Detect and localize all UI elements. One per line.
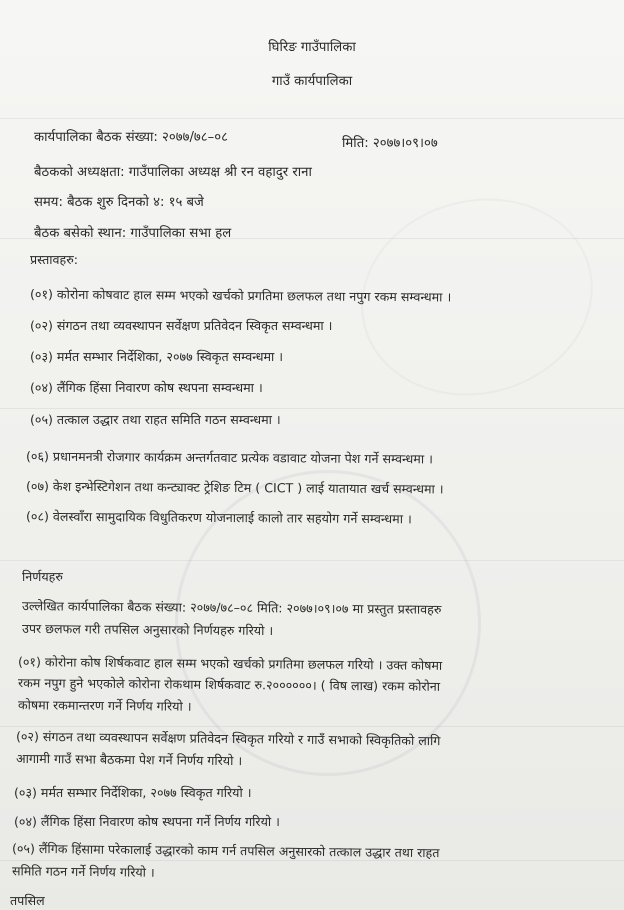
proposals-heading: प्रस्तावहरु: [30, 252, 78, 267]
decision-02-line: आगामी गाउँ सभा बैठकमा पेश गर्ने निर्णय गरियो । [15, 750, 243, 769]
decision-05-line: (०५) लैंगिक हिंसामा परेकालाई उद्धारको काम गर्न तपसिल अनुसारको तत्काल उद्धार तथा राहत [11, 840, 440, 861]
tapasil-heading: तपसिल [10, 893, 45, 908]
proposal-item: (०६) प्रधानमनत्री रोजगार कार्यक्रम अन्तर्गतवाट प्रत्येक वडावाट योजना पेश गर्ने सम्वन्धमा । [25, 448, 433, 467]
decision-04: (०४) लैंगिक हिंसा निवारण कोष स्थपना गर्ने निर्णय गरियो । [14, 814, 280, 829]
proposal-item: (०४) लैंगिक हिंसा निवारण कोष स्थपना सम्वन्धमा । [30, 380, 263, 395]
decision-01-line: (०१) कोरोना कोष शिर्षकवाट हाल सम्म भएको खर्चको प्रगतिमा छलफल गरियो । उक्त कोषमा [17, 654, 443, 673]
page-rule [0, 118, 624, 119]
meeting-place: बैठक बसेको स्थान: गाउँपालिका सभा हल [34, 226, 232, 241]
office-title: गाउँ कार्यपालिका [271, 74, 353, 89]
meeting-date: मिति: २०७७।०९।०७ [342, 136, 438, 151]
proposal-item: (०२) संगठन तथा व्यवस्थापन सर्वेक्षण प्रतिवेदन स्विकृत सम्वन्धमा । [30, 318, 333, 333]
decision-01-line: कोषमा रकमान्तरण गर्ने निर्णय गरियो । [17, 697, 192, 714]
decision-01-line: रकम नपुग हुने भएकोले कोरोना रोकथाम शिर्षकवाट रु.२००००००। ( विष लाख) रकम कोरोना [17, 675, 441, 694]
decision-03: (०३) मर्मत सम्भार निर्देशिका, २०७७ स्विकृत गरियो । [14, 785, 252, 800]
proposal-item: (०१) कोरोना कोषवाट हाल सम्म भएको खर्चको प्रगतिमा छलफल तथा नपुग रकम सम्वन्धमा । [29, 286, 452, 305]
meeting-chair: बैठकको अध्यक्षता: गाउँपालिका अध्यक्ष श्री रन वहादुर राना [34, 165, 312, 180]
page-rule [0, 408, 624, 409]
proposal-item: (०३) मर्मत सम्भार निर्देशिका, २०७७ स्विकृत सम्वन्धमा । [30, 349, 284, 364]
decisions-heading: निर्णयहरु [22, 569, 63, 584]
meeting-number: कार्यपालिका बैठक संख्या: २०७७/७८–०८ [34, 130, 228, 145]
proposal-item: (०५) तत्काल उद्धार तथा राहत समिति गठन सम्वन्धमा । [30, 412, 281, 427]
decision-02-line: (०२) संगठन तथा व्यवस्थापन सर्वेक्षण प्रतिवेदन स्विकृत गरियो र गाउँ सभाको स्विकृतिको लागि [15, 728, 441, 749]
page-rule [0, 860, 624, 861]
decision-05-line: समिति गठन गर्ने निर्णय गरियो । [11, 863, 155, 880]
decision-intro-line: उल्लेखित कार्यपालिका बैठक संख्या: २०७७/७८–०८ मिति: २०७७।०९।०७ मा प्रस्तुत प्रस्तावहरु [21, 598, 442, 617]
proposal-item: (०७) केश इन्भेस्टिगेशन तथा कन्ट्याक्ट ट्रेशिङ टिम ( CICT ) लाई यातायात खर्च सम्वन्धमा । [25, 478, 444, 497]
decision-intro-line: उपर छलफल गरी तपसिल अनुसारको निर्णयहरु गरियो । [21, 620, 274, 639]
org-title: घिरिङ गाउँपालिका [268, 40, 356, 55]
proposal-item: (०८) वेलस्वाँरा सामुदायिक विधुतिकरण योजनालाई कालो तार सहयोग गर्ने सम्वन्धमा । [25, 508, 412, 527]
meeting-time: समय: बैठक शुरु दिनको ४: १५ बजे [34, 195, 204, 210]
